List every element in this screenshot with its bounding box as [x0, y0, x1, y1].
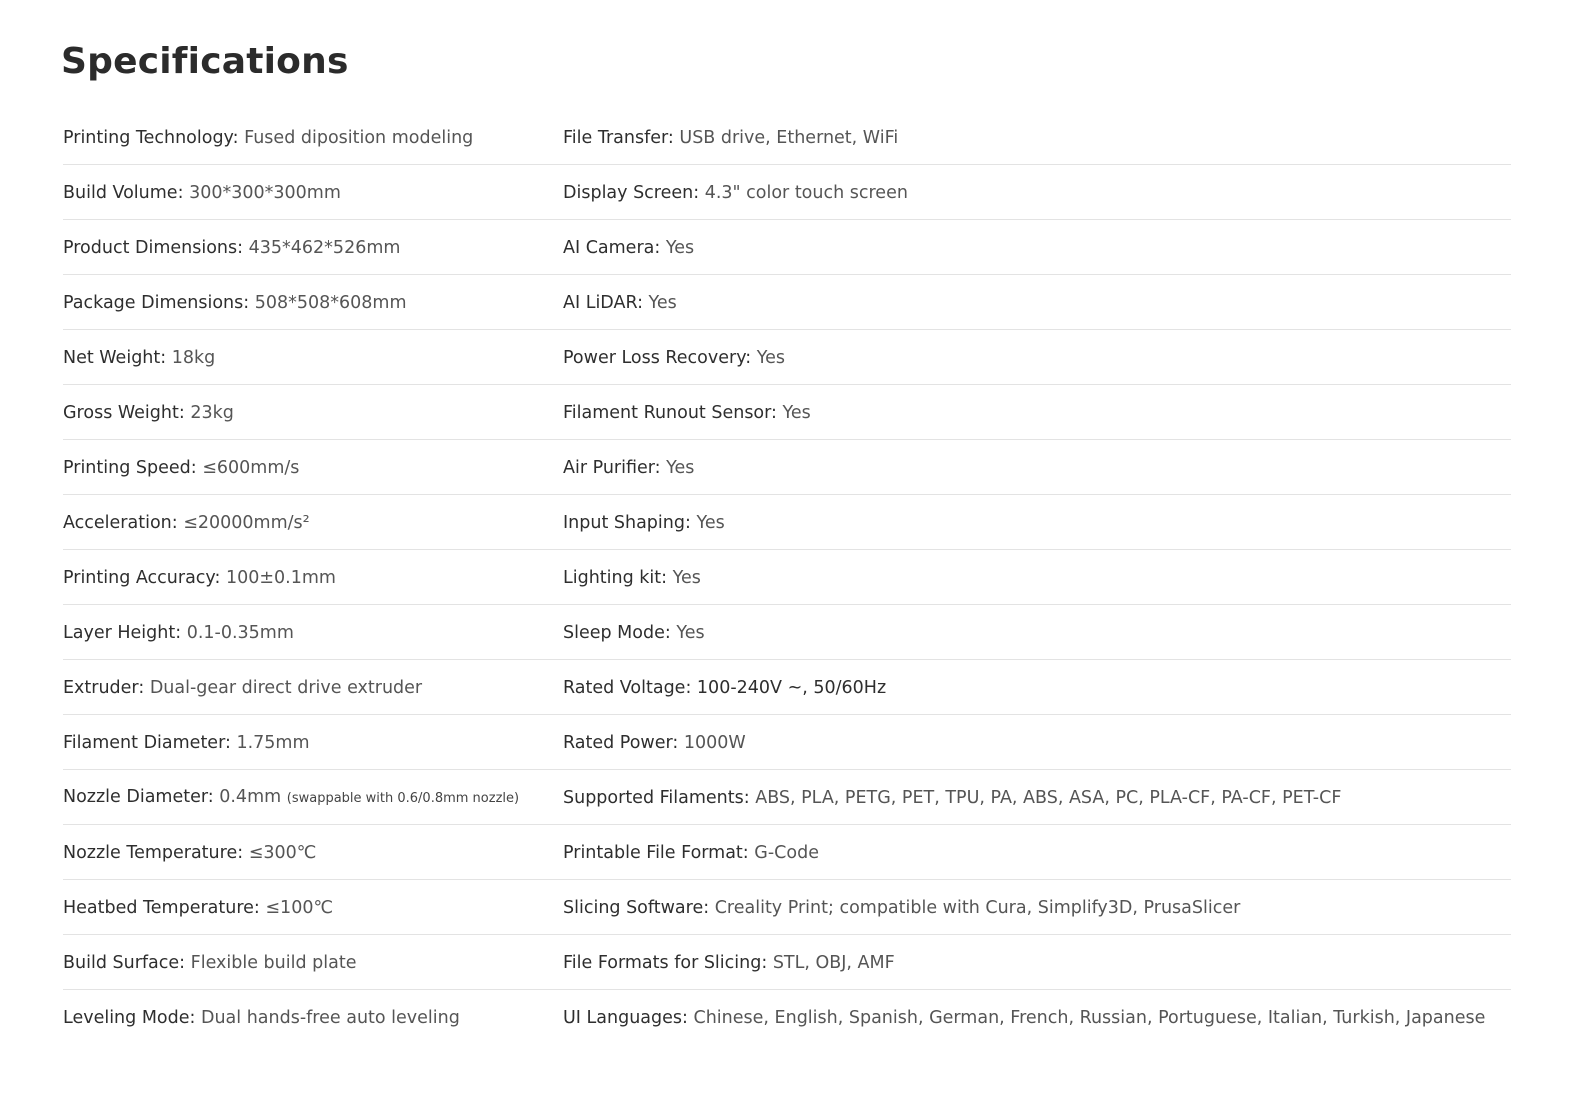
spec-cell-right [563, 290, 1511, 315]
spec-cell-left [63, 345, 563, 370]
spec-cell-left [63, 455, 563, 480]
spec-note: (swappable with 0.6/0.8mm nozzle) [286, 790, 520, 806]
spec-cell-right [563, 345, 1511, 370]
spec-cell-left [63, 784, 563, 811]
spec-cell-right [563, 455, 1511, 480]
spec-value: Chinese, English, Spanish, German, French, Russian, Portuguese, Italian, Turkish, Japanese [693, 1008, 1486, 1028]
spec-value: ≤100℃ [265, 897, 334, 918]
spec-row [63, 220, 1511, 275]
spec-value: Yes [676, 622, 705, 643]
spec-row [63, 110, 1511, 165]
spec-label: Nozzle Diameter: [63, 786, 214, 807]
spec-value: 23kg [190, 402, 234, 423]
spec-label: Build Volume: [63, 182, 184, 203]
spec-label: Extruder: [63, 677, 145, 698]
page-title: Specifications [61, 41, 349, 82]
spec-value: Fused diposition modeling [244, 127, 474, 148]
spec-label: Layer Height: [63, 622, 182, 643]
spec-label: Printable File Format: [563, 842, 749, 863]
spec-row [63, 825, 1511, 880]
spec-label: Filament Diameter: [63, 732, 231, 753]
spec-value: Yes [782, 402, 811, 423]
spec-label: Rated Power: [563, 732, 679, 753]
spec-label: Printing Technology: [63, 127, 239, 148]
spec-value: 1000W [683, 732, 746, 753]
spec-label: Air Purifier: [563, 457, 661, 478]
spec-label: Rated Voltage: [563, 677, 692, 698]
spec-label: Supported Filaments: [563, 787, 750, 808]
spec-cell-left [63, 1005, 563, 1030]
spec-value: Yes [665, 237, 695, 258]
spec-value: ≤600mm/s [202, 457, 300, 478]
spec-label: Printing Speed: [63, 457, 197, 478]
spec-cell-right [563, 125, 1511, 150]
spec-value: 100±0.1mm [225, 567, 336, 588]
spec-value: 435*462*526mm [248, 237, 401, 258]
spec-label: UI Languages: [563, 1008, 688, 1028]
spec-cell-left [63, 565, 563, 590]
spec-row [63, 935, 1511, 990]
spec-cell-right [563, 895, 1511, 920]
spec-value: Flexible build plate [190, 952, 357, 973]
spec-cell-right [563, 730, 1511, 755]
spec-row [63, 550, 1511, 605]
spec-cell-right [563, 1005, 1511, 1030]
spec-cell-right [563, 565, 1511, 590]
spec-value: 0.1-0.35mm [186, 622, 294, 643]
spec-value: Yes [672, 567, 701, 588]
spec-value: Yes [756, 347, 786, 368]
spec-label: Nozzle Temperature: [63, 842, 244, 863]
spec-cell-left [63, 730, 563, 755]
spec-cell-left [63, 510, 563, 535]
spec-cell-right [563, 785, 1511, 810]
spec-table [63, 110, 1511, 1045]
spec-cell-right [563, 235, 1511, 260]
spec-cell-left [63, 125, 563, 150]
spec-value: Creality Print; compatible with Cura, Simplify3D, PrusaSlicer [714, 897, 1241, 918]
spec-value: 508*508*608mm [254, 292, 407, 313]
spec-label: Acceleration: [63, 512, 178, 533]
spec-cell-left [63, 675, 563, 700]
spec-row [63, 440, 1511, 495]
spec-label: Filament Runout Sensor: [563, 402, 777, 423]
spec-row [63, 880, 1511, 935]
spec-value: ≤300℃ [248, 842, 317, 863]
spec-cell-left [63, 620, 563, 645]
spec-label: Slicing Software: [563, 897, 710, 918]
spec-label: Sleep Mode: [563, 622, 671, 643]
spec-row [63, 495, 1511, 550]
spec-value: Yes [666, 457, 695, 478]
spec-value: 18kg [171, 347, 216, 368]
spec-cell-right [563, 950, 1511, 975]
spec-cell-right [563, 840, 1511, 865]
spec-value: 4.3" color touch screen [704, 182, 908, 203]
spec-label: Printing Accuracy: [63, 567, 221, 588]
spec-cell-right [563, 620, 1511, 645]
spec-cell-right [563, 510, 1511, 535]
spec-value: 100-240V ~, 50/60Hz [696, 677, 887, 698]
spec-label: AI Camera: [563, 237, 661, 258]
spec-row [63, 990, 1511, 1045]
spec-cell-left [63, 290, 563, 315]
spec-label: Display Screen: [563, 182, 700, 203]
spec-cell-left [63, 400, 563, 425]
spec-value: ≤20000mm/s² [183, 512, 310, 533]
spec-label: Leveling Mode: [63, 1008, 196, 1028]
spec-row [63, 385, 1511, 440]
spec-value: ABS, PLA, PETG, PET, TPU, PA, ABS, ASA, PC, PLA-CF, PA-CF, PET-CF [755, 787, 1342, 808]
spec-label: Net Weight: [63, 347, 167, 368]
spec-cell-right [563, 675, 1511, 700]
spec-value: 1.75mm [236, 732, 310, 753]
spec-value: G-Code [754, 842, 819, 863]
spec-row [63, 330, 1511, 385]
spec-row [63, 275, 1511, 330]
spec-value: Yes [696, 512, 725, 533]
spec-row [63, 660, 1511, 715]
spec-label: AI LiDAR: [563, 292, 643, 313]
spec-row [63, 165, 1511, 220]
spec-cell-left [63, 895, 563, 920]
spec-label: Power Loss Recovery: [563, 347, 752, 368]
spec-cell-right [563, 180, 1511, 205]
spec-label: Package Dimensions: [63, 292, 250, 313]
spec-row [63, 605, 1511, 660]
spec-cell-left [63, 840, 563, 865]
spec-label: Input Shaping: [563, 512, 691, 533]
spec-value: Dual-gear direct drive extruder [149, 677, 423, 698]
spec-label: Gross Weight: [63, 402, 185, 423]
spec-label: Lighting kit: [563, 567, 668, 588]
spec-value: STL, OBJ, AMF [772, 952, 895, 973]
spec-cell-left [63, 950, 563, 975]
spec-label: File Formats for Slicing: [563, 952, 768, 973]
spec-label: Build Surface: [63, 952, 186, 973]
spec-value: 0.4mm [219, 786, 282, 807]
spec-row [63, 770, 1511, 825]
spec-cell-left [63, 180, 563, 205]
spec-cell-right [563, 400, 1511, 425]
spec-value: Yes [648, 292, 677, 313]
spec-row [63, 715, 1511, 770]
spec-cell-left [63, 235, 563, 260]
spec-label: Product Dimensions: [63, 237, 244, 258]
spec-label: Heatbed Temperature: [63, 897, 260, 918]
spec-value: Dual hands-free auto leveling [200, 1008, 460, 1028]
spec-value: USB drive, Ethernet, WiFi [679, 127, 899, 148]
spec-value: 300*300*300mm [189, 182, 341, 203]
spec-label: File Transfer: [563, 127, 674, 148]
